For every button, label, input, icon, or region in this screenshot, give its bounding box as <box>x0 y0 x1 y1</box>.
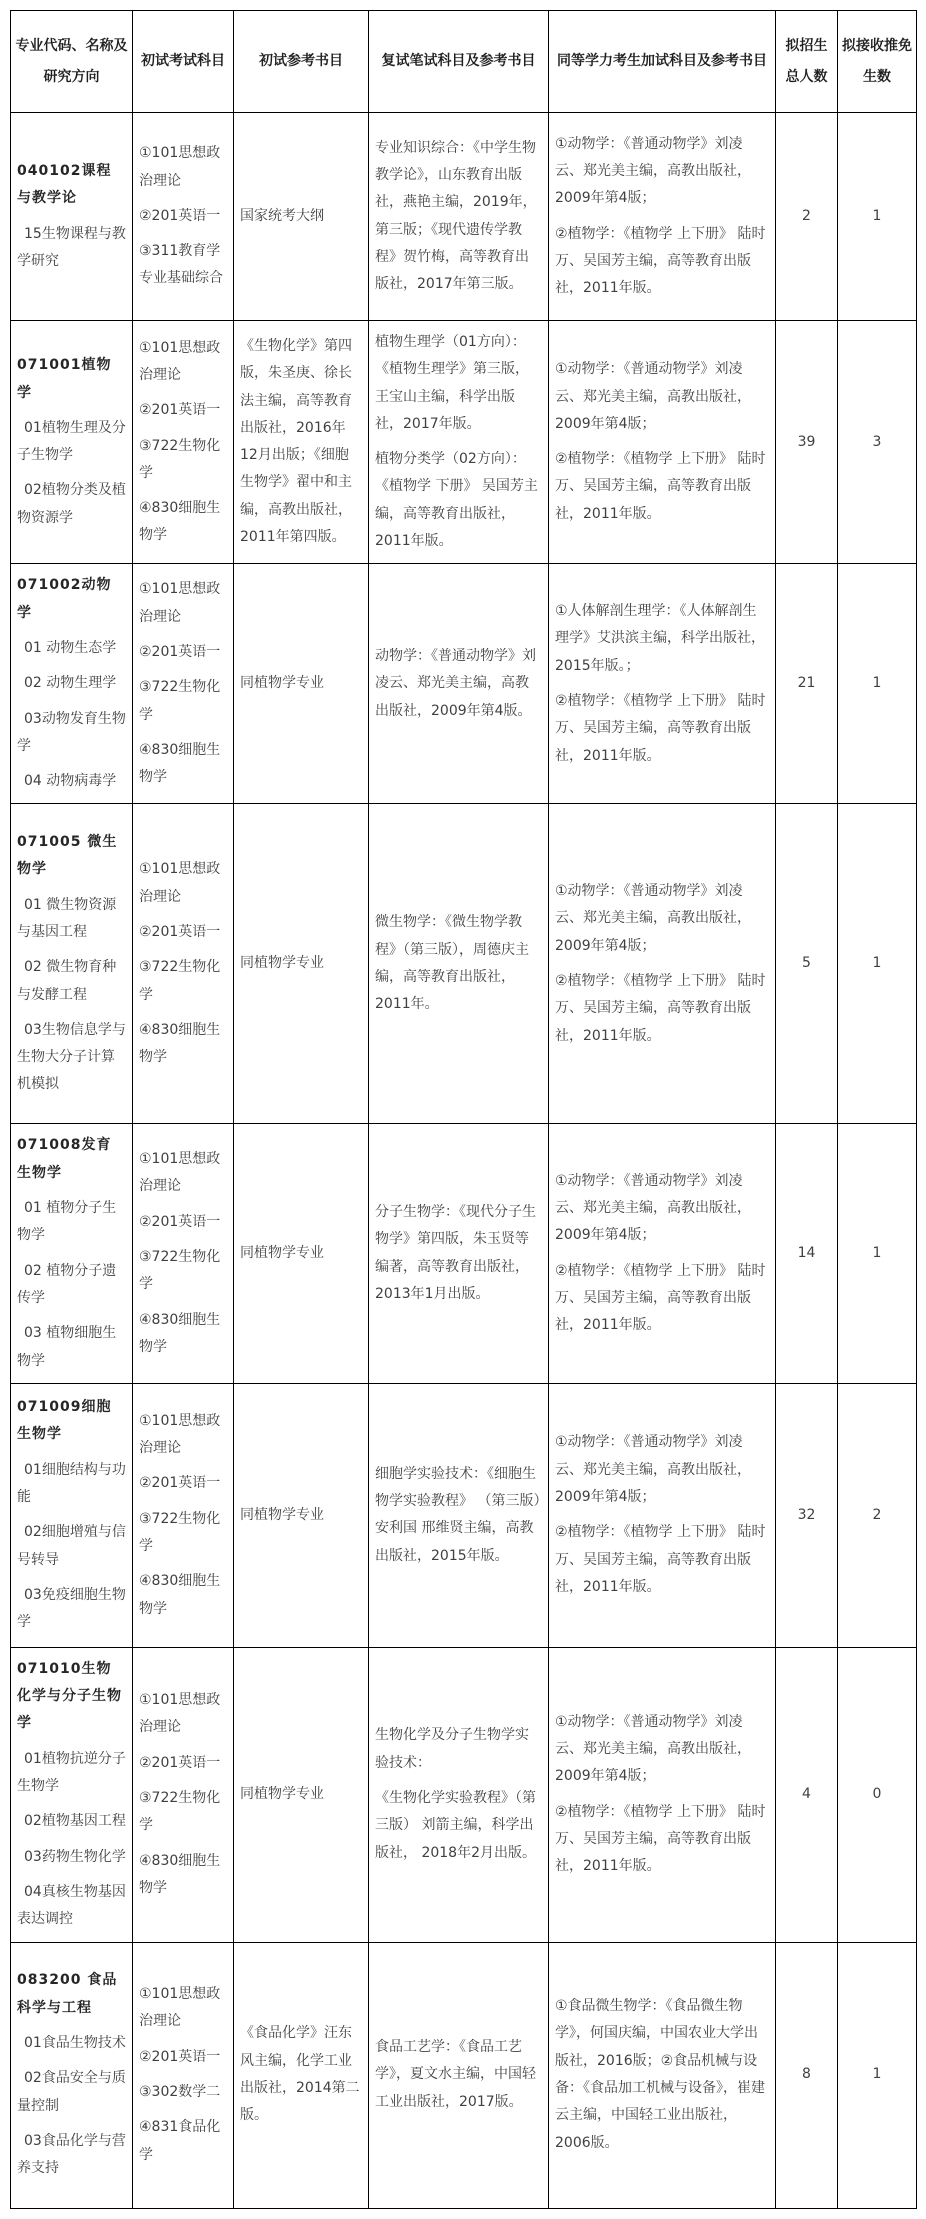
initial-reference: 《食品化学》汪东风主编，化学工业出版社，2014第二版。 <box>240 2025 360 2124</box>
exam-subject: ①101思想政治理论 <box>139 1692 221 1736</box>
initial-reference: 同植物学专业 <box>240 1786 324 1803</box>
exam-subject: ①101思想政治理论 <box>139 581 221 625</box>
additional-exam-cell <box>549 1647 776 1942</box>
initial-reference: 同植物学专业 <box>240 1244 324 1261</box>
additional-exam-subject: ①动物学：《普通动物学》刘凌云、郑光美主编，高教出版社，2009年第4版； <box>555 361 751 432</box>
exam-subject: ①101思想政治理论 <box>139 861 221 905</box>
additional-exam-subject: ②植物学：《植物学 上下册》 陆时万、吴国芳主编，高等教育出版社，2011年版。 <box>555 1262 766 1334</box>
exam-subjects-cell <box>133 113 234 321</box>
research-direction: 02 微生物育种与发酵工程 <box>17 959 117 1003</box>
admissions-table <box>10 10 917 2209</box>
additional-exam-subject: ①人体解剖生理学：《人体解剖生理学》艾洪滨主编，科学出版社，2015年版。； <box>555 603 765 674</box>
research-direction: 01 植物分子生物学 <box>17 1200 117 1244</box>
additional-exam-cell <box>549 113 776 321</box>
retest-subject: 专业知识综合：《中学生物教学论》，山东教育出版社，燕艳主编，2019年，第三版；《现代遗传学教程》贺竹梅，高等教育出版社，2017年第三版。 <box>375 139 537 293</box>
research-direction: 01食品生物技术 <box>24 2035 126 2052</box>
research-direction: 15生物课程与教学研究 <box>17 225 126 269</box>
retest-subject: 植物生理学（01方向）：《植物生理学》第三版，王宝山主编，科学出版社，2017年版。 <box>375 334 529 432</box>
additional-exam-cell <box>549 1942 776 2208</box>
table-row <box>11 1647 917 1942</box>
additional-exam-cell <box>549 804 776 1124</box>
research-direction: 01植物抗逆分子生物学 <box>17 1750 126 1795</box>
table-row <box>11 1383 917 1647</box>
initial-reference: 同植物学专业 <box>240 955 324 972</box>
exam-subject: ②201英语一 <box>139 1213 221 1230</box>
initial-refs-cell <box>234 321 369 564</box>
exam-subject: ④830细胞生物学 <box>139 741 221 786</box>
table-row <box>11 1124 917 1383</box>
table-row <box>11 804 917 1124</box>
initial-refs-cell <box>234 804 369 1124</box>
exam-subject: ③722生物化学 <box>139 679 221 723</box>
additional-exam-subject: ①动物学：《普通动物学》刘凌云、郑光美主编，高教出版社，2009年第4版； <box>555 1434 751 1506</box>
major-cell <box>11 1942 133 2208</box>
exam-subject: ③722生物化学 <box>139 1510 221 1554</box>
retest-subject: 食品工艺学：《食品工艺学》，夏文水主编，中国轻工业出版社，2017版。 <box>375 2039 536 2110</box>
exempt-count-cell: 1 <box>838 1124 917 1383</box>
major-cell <box>11 1124 133 1383</box>
research-direction: 04真核生物基因表达调控 <box>17 1883 126 1928</box>
exam-subject: ③311教育学专业基础综合 <box>139 243 223 287</box>
exam-subject: ②201英语一 <box>139 643 221 660</box>
research-direction: 04 动物病毒学 <box>24 773 117 790</box>
exam-subject: ①101思想政治理论 <box>139 1412 221 1457</box>
major-code-name: 040102课程与教学论 <box>17 162 112 207</box>
additional-exam-subject: ①食品微生物学：《食品微生物学》，何国庆编，中国农业大学出版社，2016版；②食品机械与设备：《食品加工机械与设备》，崔建云主编，中国轻工业出版社，2006版。 <box>555 1998 765 2151</box>
retest-subject: 分子生物学：《现代分子生物学》第四版，朱玉贤等编著，高等教育出版社，2013年1月出版。 <box>375 1204 536 1302</box>
retest-cell <box>369 1124 549 1383</box>
exam-subject: ③722生物化学 <box>139 959 221 1003</box>
exam-subject: ①101思想政治理论 <box>139 1151 221 1195</box>
exempt-count-cell: 1 <box>838 564 917 804</box>
research-direction: 03生物信息学与生物大分子计算机模拟 <box>17 1021 126 1093</box>
exempt-count-cell: 1 <box>838 113 917 321</box>
exempt-count-cell: 1 <box>838 1942 917 2208</box>
retest-cell <box>369 1942 549 2208</box>
exam-subject: ③722生物化学 <box>139 1790 221 1834</box>
research-direction: 03食品化学与营养支持 <box>17 2132 126 2177</box>
research-direction: 01植物生理及分子生物学 <box>17 419 126 464</box>
research-direction: 01细胞结构与功能 <box>17 1461 126 1506</box>
exam-subject: ③722生物化学 <box>139 1248 221 1293</box>
retest-cell <box>369 1383 549 1647</box>
major-cell <box>11 1383 133 1647</box>
initial-refs-cell <box>234 564 369 804</box>
research-direction: 03动物发育生物学 <box>17 710 126 754</box>
exam-subject: ④830细胞生物学 <box>139 500 221 544</box>
exam-subject: ②201英语一 <box>139 1754 221 1771</box>
exempt-count-cell: 1 <box>838 804 917 1124</box>
exam-subjects-cell <box>133 1942 234 2208</box>
initial-reference: 同植物学专业 <box>240 675 324 692</box>
additional-exam-subject: ②植物学：《植物学 上下册》 陆时万、吴国芳主编，高等教育出版社，2011年版。 <box>555 451 766 522</box>
retest-cell <box>369 564 549 804</box>
col-header-subjects: 初试考试科目 <box>133 11 234 113</box>
col-header-exempt: 拟接收推免生数 <box>838 11 917 113</box>
initial-refs-cell <box>234 113 369 321</box>
research-direction: 03药物生物化学 <box>24 1848 126 1865</box>
col-header-major: 专业代码、名称及研究方向 <box>11 11 133 113</box>
retest-cell <box>369 804 549 1124</box>
exam-subject: ②201英语一 <box>139 402 221 419</box>
retest-subject: 细胞学实验技术：《细胞生物学实验教程》 （第三版）安利国 邢维贤主编，高教出版社，2015年版。 <box>375 1465 541 1564</box>
exam-subjects-cell <box>133 1124 234 1383</box>
research-direction: 01 动物生态学 <box>24 639 117 656</box>
retest-cell <box>369 321 549 564</box>
research-direction: 01 微生物资源与基因工程 <box>17 896 117 940</box>
table-row <box>11 321 917 564</box>
initial-refs-cell <box>234 1942 369 2208</box>
col-header-retest: 复试笔试科目及参考书目 <box>369 11 549 113</box>
col-header-additional: 同等学力考生加试科目及参考书目 <box>549 11 776 113</box>
exam-subject: ①101思想政治理论 <box>139 145 221 189</box>
exam-subjects-cell <box>133 804 234 1124</box>
retest-subject: 植物分类学（02方向）：《植物学 下册》 吴国芳主编，高等教育出版社，2011年版。 <box>375 451 538 550</box>
major-code-name: 083200 食品科学与工程 <box>17 1972 118 2016</box>
initial-refs-cell <box>234 1383 369 1647</box>
exempt-count-cell: 2 <box>838 1383 917 1647</box>
research-direction: 03免疫细胞生物学 <box>17 1586 126 1631</box>
initial-reference: 国家统考大纲 <box>240 207 324 224</box>
retest-subject: 微生物学：《微生物学教程》（第三版），周德庆主编，高等教育出版社，2011年。 <box>375 914 529 1013</box>
table-row <box>11 564 917 804</box>
major-cell <box>11 113 133 321</box>
total-enrollment-cell: 39 <box>776 321 838 564</box>
additional-exam-subject: ①动物学：《普通动物学》刘凌云、郑光美主编，高教出版社，2009年第4版； <box>555 1172 751 1244</box>
exam-subject: ④830细胞生物学 <box>139 1852 221 1896</box>
major-cell <box>11 1647 133 1942</box>
exam-subject: ④830细胞生物学 <box>139 1021 221 1066</box>
exam-subject: ②201英语一 <box>139 2048 221 2065</box>
retest-subject: 《生物化学实验教程》（第三版） 刘箭主编，科学出版社， 2018年2月出版。 <box>375 1790 536 1861</box>
additional-exam-cell <box>549 1383 776 1647</box>
table-row <box>11 1942 917 2208</box>
retest-subject: 生物化学及分子生物学实验技术： <box>375 1727 529 1771</box>
additional-exam-subject: ②植物学：《植物学 上下册》 陆时万、吴国芳主编，高等教育出版社，2011年版。 <box>555 692 766 764</box>
table-row <box>11 113 917 321</box>
research-direction: 02食品安全与质量控制 <box>17 2070 126 2114</box>
major-code-name: 071001植物学 <box>17 357 112 401</box>
research-direction: 02 动物生理学 <box>24 675 117 692</box>
total-enrollment-cell: 4 <box>776 1647 838 1942</box>
exam-subjects-cell <box>133 1647 234 1942</box>
exam-subject: ④831食品化学 <box>139 2119 221 2163</box>
major-code-name: 071002动物学 <box>17 577 112 621</box>
total-enrollment-cell: 8 <box>776 1942 838 2208</box>
total-enrollment-cell: 21 <box>776 564 838 804</box>
major-cell <box>11 564 133 804</box>
major-code-name: 071008发育生物学 <box>17 1137 112 1181</box>
initial-reference: 同植物学专业 <box>240 1506 324 1523</box>
exam-subject: ④830细胞生物学 <box>139 1311 221 1355</box>
col-header-refs: 初试参考书目 <box>234 11 369 113</box>
exam-subject: ③722生物化学 <box>139 437 221 481</box>
exempt-count-cell: 0 <box>838 1647 917 1942</box>
research-direction: 02植物分类及植物资源学 <box>17 482 126 526</box>
header-row <box>11 11 917 113</box>
research-direction: 02 植物分子遗传学 <box>17 1262 117 1306</box>
exempt-count-cell: 3 <box>838 321 917 564</box>
research-direction: 03 植物细胞生物学 <box>17 1325 117 1369</box>
additional-exam-subject: ①动物学：《普通动物学》刘凌云、郑光美主编，高教出版社，2009年第4版； <box>555 883 751 954</box>
additional-exam-cell <box>549 1124 776 1383</box>
exam-subject: ②201英语一 <box>139 1475 221 1492</box>
additional-exam-subject: ②植物学：《植物学 上下册》 陆时万、吴国芳主编，高等教育出版社，2011年版。 <box>555 972 766 1044</box>
additional-exam-subject: ①动物学：《普通动物学》刘凌云、郑光美主编，高教出版社，2009年第4版； <box>555 135 751 207</box>
research-direction: 02植物基因工程 <box>24 1813 126 1830</box>
additional-exam-cell <box>549 564 776 804</box>
exam-subjects-cell <box>133 1383 234 1647</box>
major-code-name: 071010生物化学与分子生物学 <box>17 1660 122 1732</box>
total-enrollment-cell: 2 <box>776 113 838 321</box>
exam-subject: ①101思想政治理论 <box>139 339 221 383</box>
retest-cell <box>369 113 549 321</box>
major-code-name: 071005 微生物学 <box>17 834 118 878</box>
additional-exam-subject: ②植物学：《植物学 上下册》 陆时万、吴国芳主编，高等教育出版社，2011年版。 <box>555 225 766 297</box>
exam-subjects-cell <box>133 321 234 564</box>
major-cell <box>11 804 133 1124</box>
exam-subject: ②201英语一 <box>139 207 221 224</box>
research-direction: 02细胞增殖与信号转导 <box>17 1524 126 1568</box>
major-cell <box>11 321 133 564</box>
retest-cell <box>369 1647 549 1942</box>
retest-subject: 动物学：《普通动物学》刘凌云、郑光美主编，高教出版社，2009年第4版。 <box>375 647 536 719</box>
initial-refs-cell <box>234 1124 369 1383</box>
major-code-name: 071009细胞生物学 <box>17 1399 112 1443</box>
additional-exam-subject: ②植物学：《植物学 上下册》 陆时万、吴国芳主编，高等教育出版社，2011年版。 <box>555 1803 766 1875</box>
total-enrollment-cell: 32 <box>776 1383 838 1647</box>
exam-subject: ③302数学二 <box>139 2084 221 2100</box>
exam-subject: ②201英语一 <box>139 924 221 940</box>
additional-exam-subject: ②植物学：《植物学 上下册》 陆时万、吴国芳主编，高等教育出版社，2011年版。 <box>555 1524 766 1595</box>
initial-refs-cell <box>234 1647 369 1942</box>
exam-subject: ①101思想政治理论 <box>139 1986 221 2030</box>
col-header-total: 拟招生总人数 <box>776 11 838 113</box>
initial-reference: 《生物化学》第四版，朱圣庚、徐长法主编，高等教育出版社，2016年12月出版；《细胞生物学》翟中和主编，高教出版社，2011年第四版。 <box>240 338 352 546</box>
exam-subjects-cell <box>133 564 234 804</box>
exam-subject: ④830细胞生物学 <box>139 1573 221 1617</box>
total-enrollment-cell: 14 <box>776 1124 838 1383</box>
additional-exam-subject: ①动物学：《普通动物学》刘凌云、郑光美主编，高教出版社，2009年第4版； <box>555 1713 751 1785</box>
total-enrollment-cell: 5 <box>776 804 838 1124</box>
additional-exam-cell <box>549 321 776 564</box>
